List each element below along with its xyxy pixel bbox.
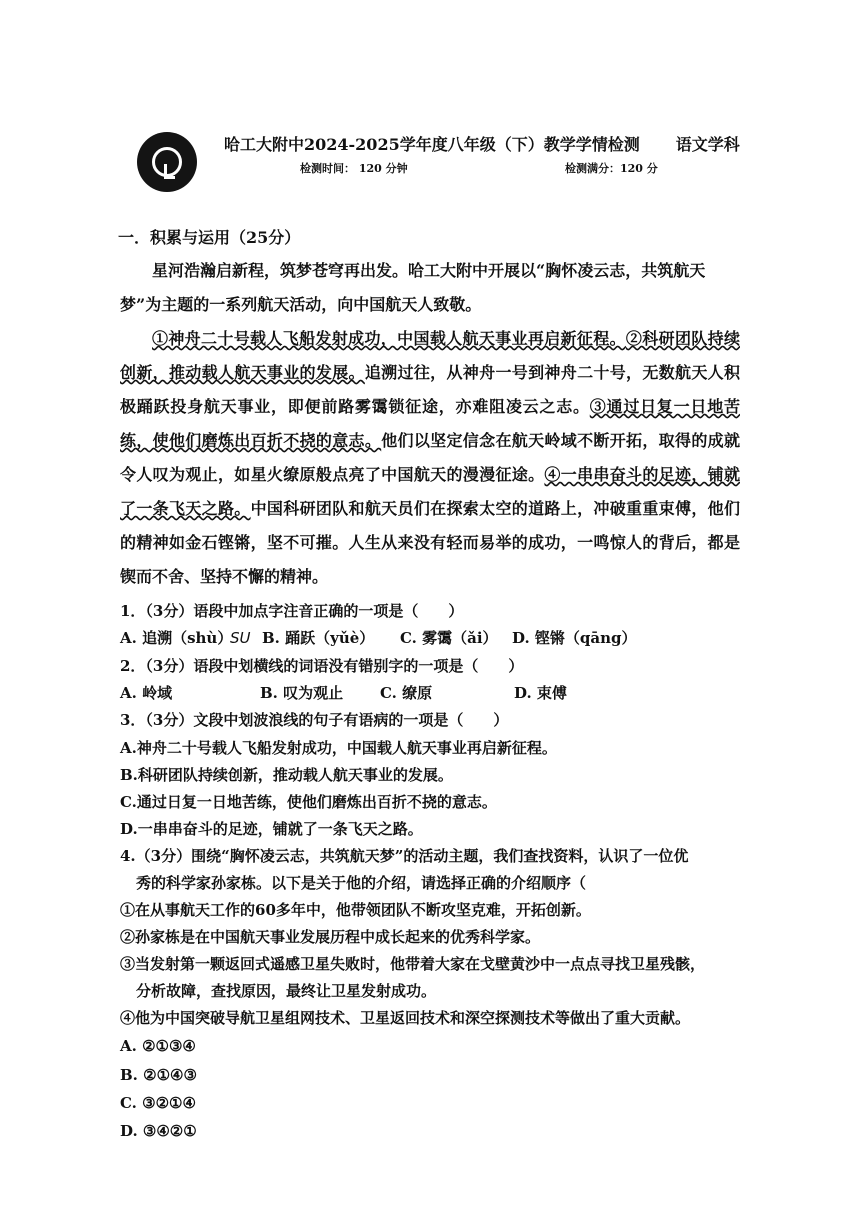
q3-option-d: D.一串串奋斗的足迹，铺就了一条飞天之路。 [120, 820, 423, 838]
passage-end: 中国科研团队和航天员们在探索太空的道路上，冲破重重束傅，他们的精神如金石铿锵，坚不可摧。人生从来没有轻而易举的成功，一鸣惊人的背后，都是锲而不舍、坚持不懈的精神。 [120, 499, 740, 586]
question-1: 1．（3分）语段中加点字注音正确的一项是（ ） [120, 602, 464, 620]
section-title: 一．积累与运用（25分） [118, 228, 301, 247]
school-logo-icon [137, 132, 197, 192]
q2-option-d: D. 束傅 [514, 684, 567, 702]
q3-option-c: C.通过日复一日地苦练，使他们磨炼出百折不挠的意志。 [120, 793, 497, 811]
question-3: 3．（3分）文段中划波浪线的句子有语病的一项是（ ） [120, 711, 509, 729]
q4-item-4: ④他为中国突破导航卫星组网技术、卫星返回技术和深空探测技术等做出了重大贡献。 [120, 1009, 691, 1027]
passage-mid-1: 追溯过往，从神舟一号到神舟二十号，无数航天人积极踊跃投身航天事业，即便前路雾霭锁征途，亦难阻凌云之志。 [120, 363, 740, 416]
subject-label: 语文学科 [675, 135, 740, 154]
question-2: 2．（3分）语段中划横线的词语没有错别字的一项是（ ） [120, 657, 524, 675]
q2-option-c: C. 缭原 [380, 684, 433, 702]
q4-option-d: D. ③④②① [120, 1122, 197, 1140]
intro-paragraph: 星河浩瀚启新程，筑梦苍穹再出发。哈工大附中开展以“胸怀凌云志，共筑航天梦”为主题的一系列航天活动，向中国航天人致敬。 [120, 261, 706, 314]
q1-option-a: A. 追溯（shù） [120, 629, 233, 647]
q2-option-b: B. 叹为观止 [260, 684, 344, 702]
q1-option-c: C. 雾霭（ǎi） [400, 629, 498, 647]
q3-option-b: B.科研团队持续创新，推动载人航天事业的发展。 [120, 766, 453, 784]
q1-option-d: D. 铿锵（qāng） [512, 629, 637, 647]
question-1-options [120, 627, 637, 648]
sentence-2: ②科研团队持续创新，推动载人航天事业的发展。 [120, 329, 740, 382]
sentence-3: ③通过日复一日地苦练，使他们磨炼出百折不挠的意志。 [120, 397, 740, 450]
q1-handwritten-note: SU [230, 629, 251, 647]
q4-item-2: ②孙家栋是在中国航天事业发展历程中成长起来的优秀科学家。 [120, 928, 541, 946]
q4-option-b: B. ②①④③ [120, 1066, 197, 1084]
q1-option-b: B. 踊跃（yǔè） [262, 629, 375, 647]
question-4-cont: 秀的科学家孙家栋。以下是关于他的介绍，请选择正确的介绍顺序（ [136, 874, 587, 892]
passage-paragraph [120, 322, 740, 594]
q2-option-a: A. 岭域 [120, 684, 173, 702]
exam-title [224, 132, 740, 155]
q4-option-a: A. ②①③④ [120, 1037, 196, 1055]
title-text: 哈工大附中2024-2025学年度八年级（下）教学学情检测 [224, 135, 640, 154]
question-2-options [120, 682, 567, 703]
q4-item-1: ①在从事航天工作的60多年中，他带领团队不断攻坚克难，开拓创新。 [120, 901, 591, 919]
q4-option-c: C. ③②①④ [120, 1094, 196, 1112]
sentence-4: ④一串串奋斗的足迹，铺就了一条飞天之路。 [120, 465, 740, 518]
q3-option-a: A.神舟二十号载人飞船发射成功，中国载人航天事业再启新征程。 [120, 739, 557, 757]
passage-mid-2: 他们以坚定信念在航天岭域不断开拓，取得的成就令人叹为观止，如星火缭原般点亮了中国航天的漫漫征途。 [120, 431, 740, 484]
exam-info [300, 160, 658, 176]
exam-time: 检测时间： 120 分钟 [300, 162, 408, 175]
q4-item-3: ③当发射第一颗返回式遥感卫星失败时，他带着大家在戈壁黄沙中一点点寻找卫星残骸， [120, 955, 706, 973]
sentence-1: ①神舟二十号载人飞船发射成功，中国载人航天事业再启新征程。 [152, 329, 626, 348]
question-4: 4.（3分）围绕“胸怀凌云志，共筑航天梦”的活动主题，我们查找资料，认识了一位优 [120, 847, 689, 865]
q4-item-3-cont: 分析故障，查找原因，最终让卫星发射成功。 [136, 982, 437, 1000]
exam-score: 检测满分：120 分 [565, 162, 658, 175]
